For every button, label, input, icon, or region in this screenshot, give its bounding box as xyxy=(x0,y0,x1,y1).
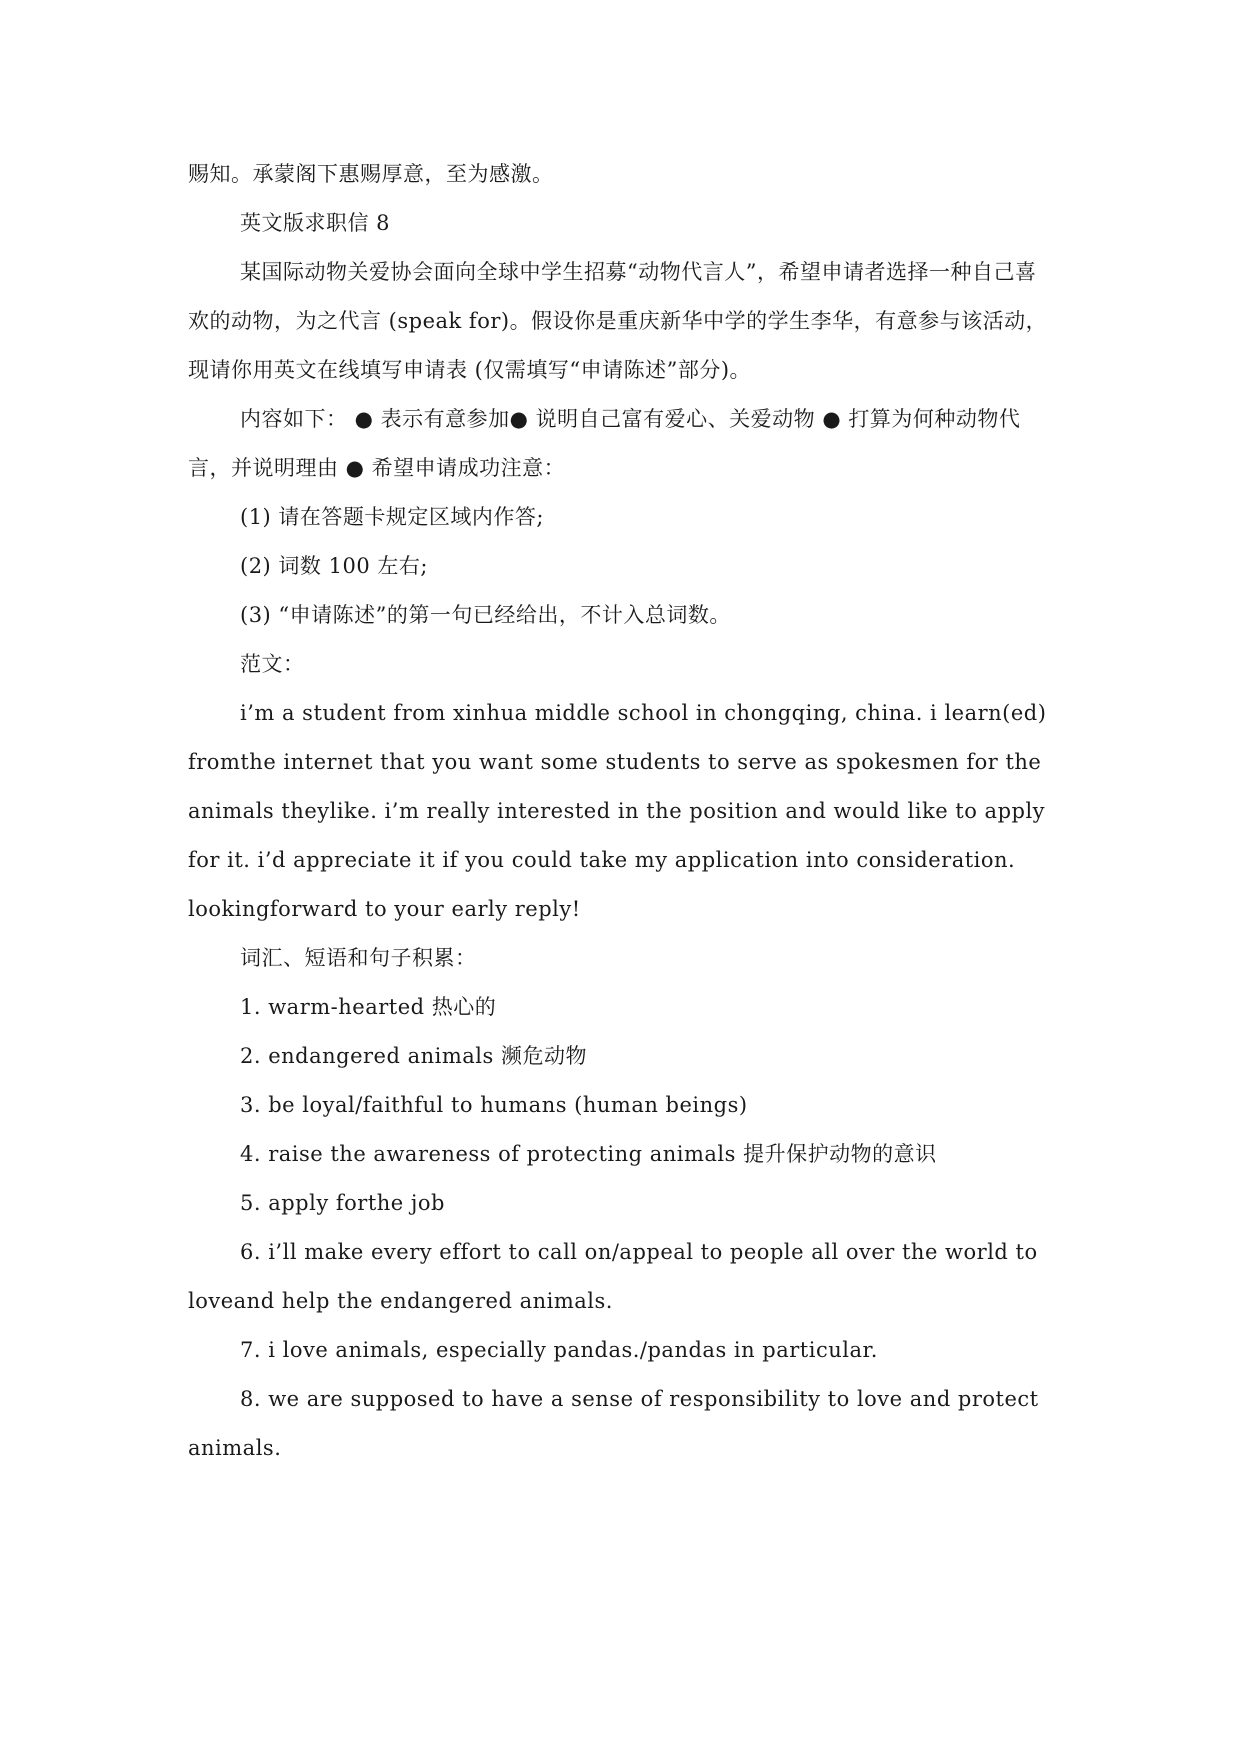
sample-heading: 范文： xyxy=(240,652,305,676)
note-item-1: (1) 请在答题卡规定区域内作答; xyxy=(240,505,544,529)
vocabulary-item-1: 1. warm-hearted 热心的 xyxy=(240,995,497,1019)
vocabulary-item-5: 5. apply forthe job xyxy=(240,1191,445,1215)
vocabulary-item-2: 2. endangered animals 濒危动物 xyxy=(240,1044,587,1068)
sample-text: i’m a student from xinhua middle school in chongqing, china. i learn(ed) fromthe internet that you want some students to serve as spokesmen for the animals theylike. i’m really interested in the position and would like to apply for it. i’d appreciate it if you could take my application into consideration. lookingforward to your early reply! xyxy=(188,701,1047,921)
vocabulary-item-4: 4. raise the awareness of protecting animals 提升保护动物的意识 xyxy=(240,1142,937,1166)
document-body xyxy=(188,150,1050,1473)
paragraph-requirements: 内容如下： ● 表示有意参加● 说明自己富有爱心、关爱动物 ● 打算为何种动物代言，并说明理由 ● 希望申请成功注意： xyxy=(188,407,1021,480)
section-heading: 英文版求职信 8 xyxy=(240,211,391,235)
paragraph-prompt: 某国际动物关爱协会面向全球中学生招募“动物代言人”，希望申请者选择一种自己喜欢的动物，为之代言 (speak for)。假设你是重庆新华中学的学生李华，有意参与该活动，现请你用英文在线填写申请表 (仅需填写“申请陈述”部分)。 xyxy=(188,260,1048,382)
paragraph-closing: 赐知。承蒙阁下惠赐厚意，至为感激。 xyxy=(188,162,554,186)
vocabulary-item-7: 7. i love animals, especially pandas./pandas in particular. xyxy=(240,1338,878,1362)
note-item-3: (3) “申请陈述”的第一句已经给出，不计入总词数。 xyxy=(240,603,731,627)
vocabulary-heading: 词汇、短语和句子积累： xyxy=(240,946,477,970)
vocabulary-item-6: 6. i’ll make every effort to call on/appeal to people all over the world to loveand help the endangered animals. xyxy=(188,1240,1038,1313)
vocabulary-item-3: 3. be loyal/faithful to humans (human beings) xyxy=(240,1093,748,1117)
note-item-2: (2) 词数 100 左右; xyxy=(240,554,428,578)
vocabulary-item-8: 8. we are supposed to have a sense of responsibility to love and protect animals. xyxy=(188,1387,1039,1460)
